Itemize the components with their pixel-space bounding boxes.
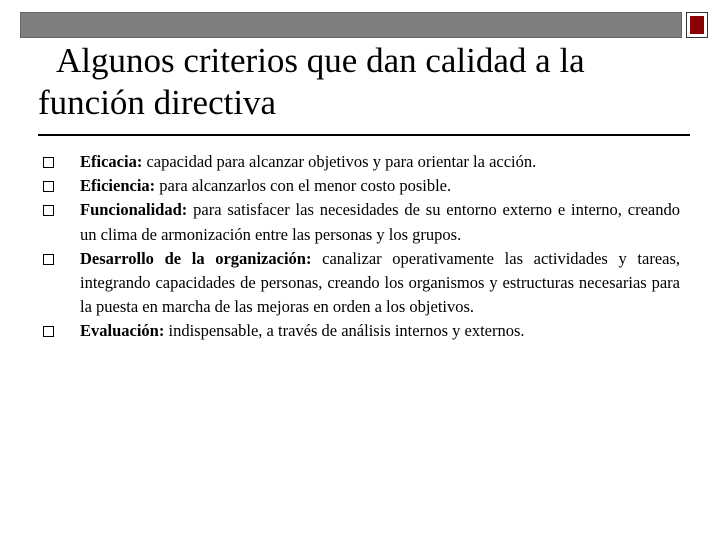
item-text: capacidad para alcanzar objetivos y para orientar la acción. (142, 152, 537, 171)
list-item (40, 198, 680, 246)
decorative-top-bar (20, 12, 682, 38)
square-bullet-icon (43, 254, 54, 265)
list-item (40, 174, 680, 198)
item-term: Funcionalidad: (80, 200, 188, 220)
square-bullet-icon (43, 205, 54, 216)
list-item (40, 150, 680, 174)
title-line-2: función directiva (38, 83, 277, 122)
list-item (40, 247, 680, 320)
square-bullet-icon (43, 157, 54, 168)
item-term: Eficiencia: (80, 176, 156, 196)
item-text: canalizar operativamente las actividades y tareas, integrando capacidades de personas, creando los organismos y estructuras necesarias para la puesta en marcha de las mejoras en orden a los objetivos. (80, 248, 681, 317)
square-bullet-icon (43, 181, 54, 192)
item-text: indispensable, a través de análisis internos y externos. (164, 321, 525, 341)
item-term: Evaluación: (80, 321, 165, 341)
title-divider (38, 134, 690, 136)
item-text: para satisfacer las necesidades de su entorno externo e interno, creando un clima de armonización entre las personas y los grupos. (80, 200, 680, 244)
item-text: para alcanzarlos con el menor costo posible. (155, 176, 452, 196)
item-term: Desarrollo de la organización: (80, 248, 312, 268)
list-item (40, 319, 680, 343)
criteria-list (40, 150, 680, 344)
slide-title (38, 40, 678, 124)
decorative-corner-box (686, 12, 708, 38)
item-term: Eficacia: (80, 152, 143, 171)
title-line-1: Algunos criterios que dan calidad a la (56, 41, 585, 80)
square-bullet-icon (43, 326, 54, 337)
